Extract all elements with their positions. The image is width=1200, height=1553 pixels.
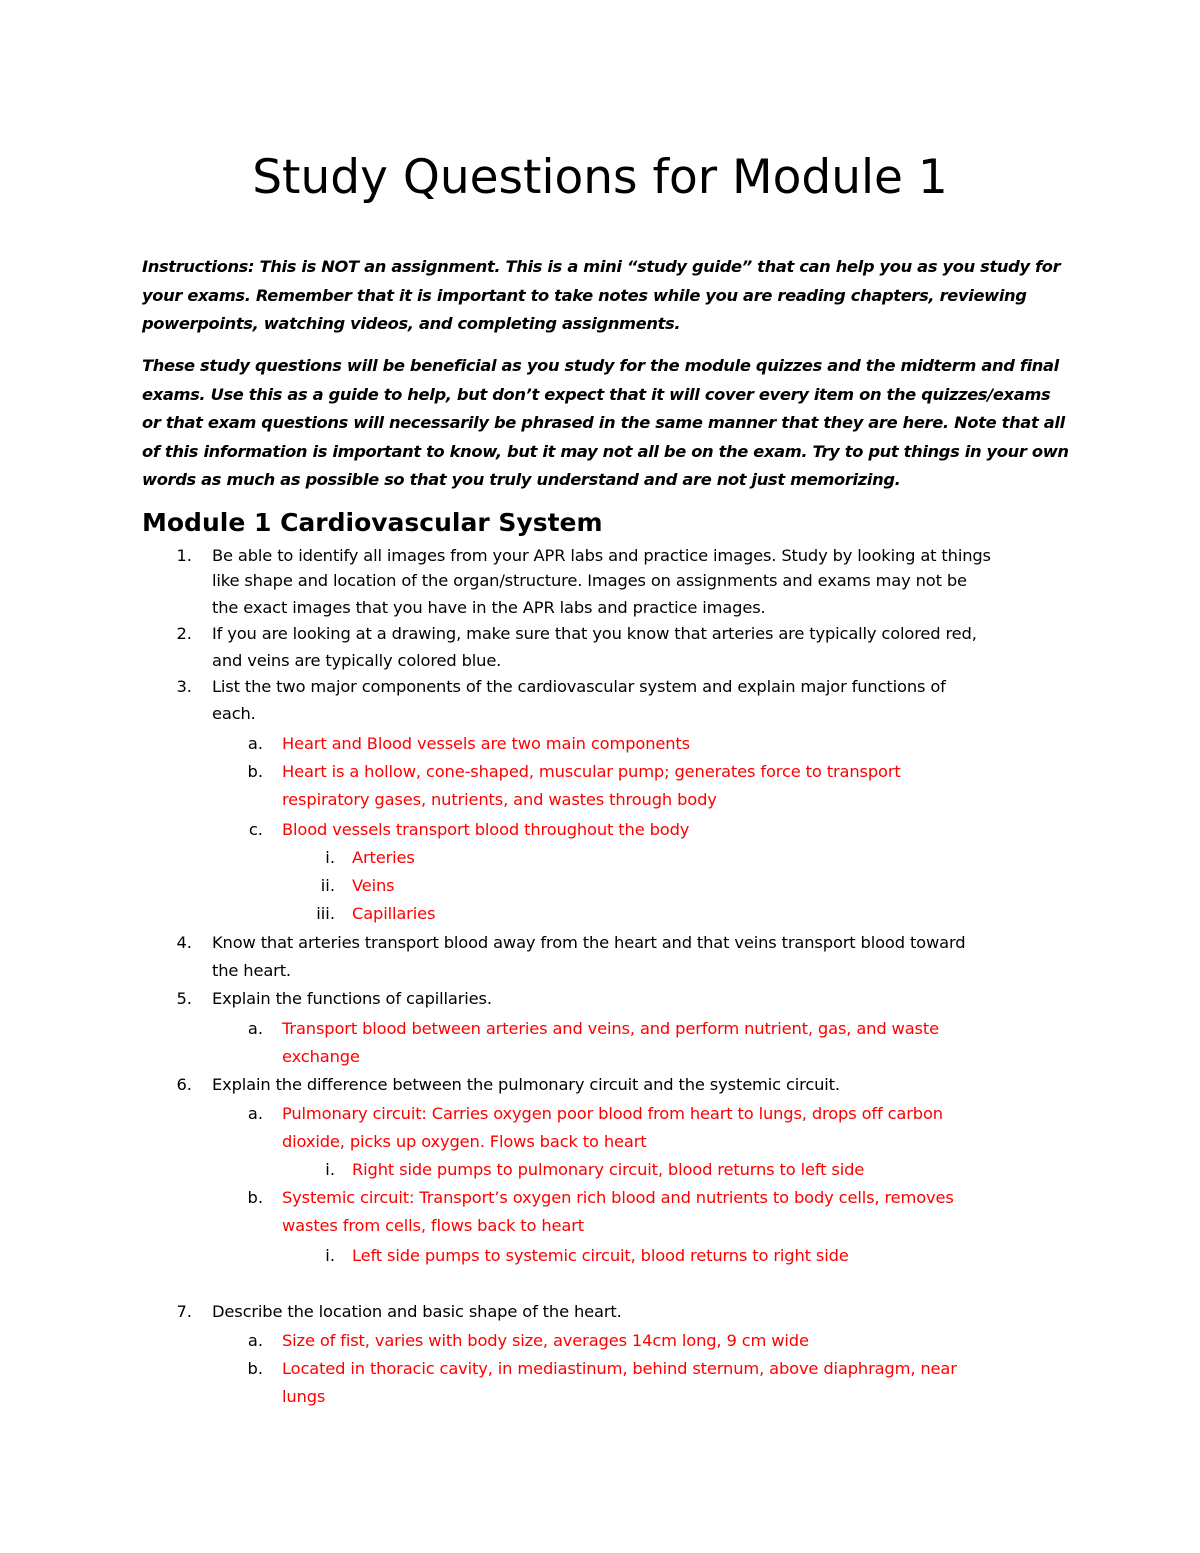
answer-text: Arteries xyxy=(352,848,415,867)
list-item-text: the exact images that you have in the APR labs and practice images. xyxy=(212,598,766,617)
list-marker: 1. xyxy=(176,546,192,565)
sub-sub-list-marker: iii. xyxy=(316,904,335,923)
answer-text: Transport blood between arteries and veins, and perform nutrient, gas, and waste xyxy=(282,1019,939,1038)
answer-text: Size of fist, varies with body size, averages 14cm long, 9 cm wide xyxy=(282,1331,809,1350)
list-item-text: Know that arteries transport blood away from the heart and that veins transport blood toward xyxy=(212,933,966,952)
list-item-text: Explain the difference between the pulmonary circuit and the systemic circuit. xyxy=(212,1075,840,1094)
sub-sub-list-marker: i. xyxy=(325,1246,335,1265)
section-heading: Module 1 Cardiovascular System xyxy=(142,508,603,537)
list-item-text: and veins are typically colored blue. xyxy=(212,651,502,670)
list-item-text: the heart. xyxy=(212,961,291,980)
instructions-paragraph: Instructions: This is NOT an assignment. This is a mini “study guide” that can help you as you study for your exams. Remember that it is important to take notes while you are reading chapters, reviewing powerpoints, watching videos, and completing assignments. xyxy=(142,257,1061,333)
answer-text: Pulmonary circuit: Carries oxygen poor blood from heart to lungs, drops off carbon xyxy=(282,1104,943,1123)
sub-sub-list-marker: i. xyxy=(325,1160,335,1179)
list-marker: 4. xyxy=(176,933,192,952)
list-item-text: Describe the location and basic shape of the heart. xyxy=(212,1302,622,1321)
answer-text: Heart is a hollow, cone-shaped, muscular pump; generates force to transport xyxy=(282,762,901,781)
answer-text: Left side pumps to systemic circuit, blood returns to right side xyxy=(352,1246,849,1265)
sub-list-marker: a. xyxy=(247,1019,263,1038)
list-item-text: each. xyxy=(212,704,256,723)
list-item-text: like shape and location of the organ/structure. Images on assignments and exams may not be xyxy=(212,571,967,590)
list-marker: 3. xyxy=(176,677,192,696)
list-item-text: Explain the functions of capillaries. xyxy=(212,989,492,1008)
sub-list-marker: a. xyxy=(247,1104,263,1123)
answer-text: wastes from cells, flows back to heart xyxy=(282,1216,585,1235)
list-marker: 5. xyxy=(176,989,192,1008)
sub-list-marker: b. xyxy=(247,1188,263,1207)
study-note-paragraph: These study questions will be beneficial as you study for the module quizzes and the midterm and final exams. Use this as a guide to help, but don’t expect that it will cover every item on the quizzes/exams or that exam questions will necessarily be phrased in the same manner that they are here. Note that all of this information is important to know, but it may not all be on the exam. Try to put things in your own words as much as possible so that you truly understand and are not just memorizing. xyxy=(142,356,1069,489)
list-item-text: If you are looking at a drawing, make sure that you know that arteries are typically colored red, xyxy=(212,624,977,643)
answer-text: Right side pumps to pulmonary circuit, blood returns to left side xyxy=(352,1160,865,1179)
answer-text: Blood vessels transport blood throughout the body xyxy=(282,820,690,839)
answer-text: Capillaries xyxy=(352,904,436,923)
list-marker: 6. xyxy=(176,1075,192,1094)
answer-text: Veins xyxy=(352,876,395,895)
answer-text: Systemic circuit: Transport’s oxygen rich blood and nutrients to body cells, removes xyxy=(282,1188,954,1207)
answer-text: lungs xyxy=(282,1387,326,1406)
answer-text: respiratory gases, nutrients, and wastes through body xyxy=(282,790,717,809)
answer-text: Located in thoracic cavity, in mediastinum, behind sternum, above diaphragm, near xyxy=(282,1359,957,1378)
sub-list-marker: a. xyxy=(247,734,263,753)
sub-sub-list-marker: i. xyxy=(325,848,335,867)
list-marker: 2. xyxy=(176,624,192,643)
sub-list-marker: b. xyxy=(247,1359,263,1378)
list-item-text: Be able to identify all images from your APR labs and practice images. Study by looking at things xyxy=(212,546,991,565)
sub-sub-list-marker: ii. xyxy=(320,876,335,895)
list-marker: 7. xyxy=(176,1302,192,1321)
answer-text: exchange xyxy=(282,1047,360,1066)
sub-list-marker: c. xyxy=(248,820,263,839)
answer-text: Heart and Blood vessels are two main components xyxy=(282,734,690,753)
list-item-text: List the two major components of the cardiovascular system and explain major functions of xyxy=(212,677,946,696)
page-title: Study Questions for Module 1 xyxy=(252,150,948,205)
answer-text: dioxide, picks up oxygen. Flows back to heart xyxy=(282,1132,647,1151)
sub-list-marker: b. xyxy=(247,762,263,781)
sub-list-marker: a. xyxy=(247,1331,263,1350)
